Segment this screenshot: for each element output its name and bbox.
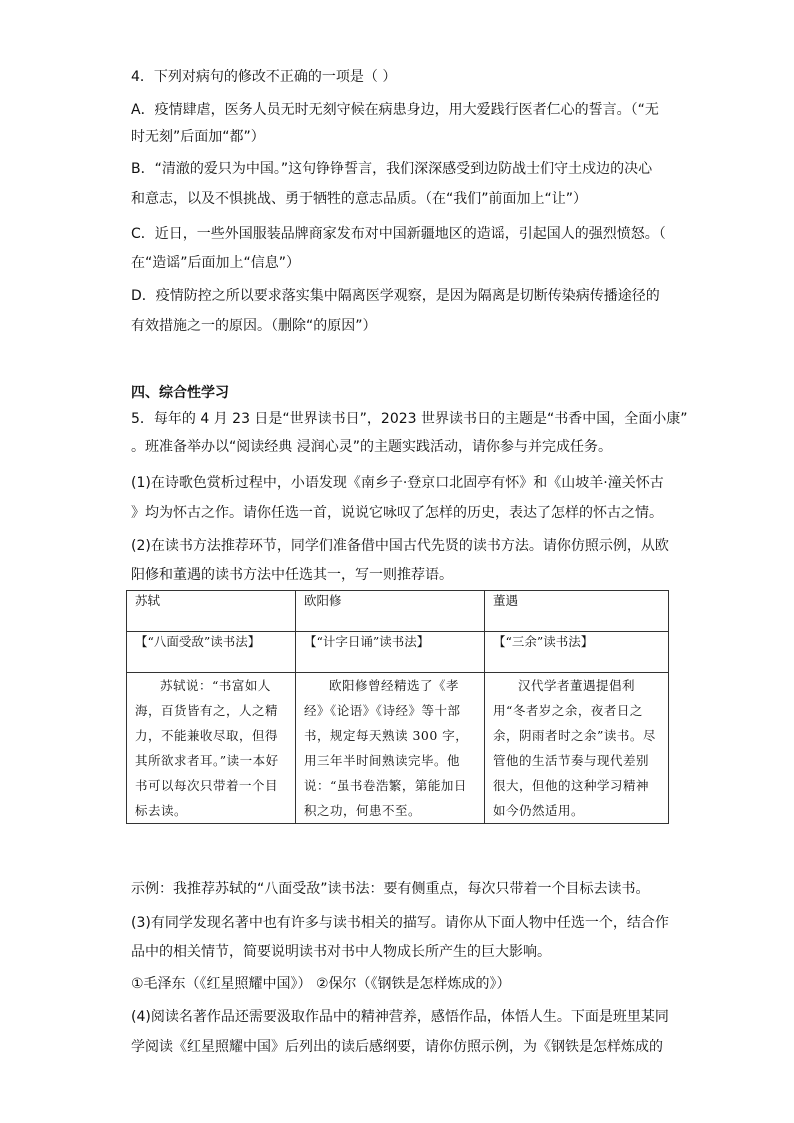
q5-part2-line2: 阳修和董遇的读书方法中任选其一，写一则推荐语。 xyxy=(131,567,453,583)
method-cell-ouyang-xiu: 【“计字日诵”读书法】 xyxy=(296,632,485,673)
q5-part1-line1: (1)在诗歌色赏析过程中，小语发现《南乡子·登京口北固亭有怀》和《山坡羊·潼关怀古 xyxy=(131,475,664,491)
table-row xyxy=(127,673,669,824)
q4-option-b-line2: 和意志，以及不惧挑战、勇于牺牲的意志品质。（在“我们”前面加上“让”） xyxy=(131,191,588,207)
q5-part1-line2: 》均为怀古之作。请你任选一首，说说它咏叹了怎样的历史，表达了怎样的怀古之情。 xyxy=(131,505,663,521)
example-line: 示例：我推荐苏轼的“八面受敌”读书法：要有侧重点，每次只带着一个目标去读书。 xyxy=(131,881,650,897)
text-dong-yu: 汉代学者董遇提倡利用“冬者岁之余，夜者日之余，阴雨者时之余”读书。尽管他的生活节奏与现代差别很大，但他的这种学习精神如今仍然适用。 xyxy=(493,678,656,818)
q4-option-b-line1: B．“清澈的爱只为中国。”这句铮铮誓言，我们深深感受到边防战士们守土戍边的决心 xyxy=(131,161,653,177)
q4-option-d-line2: 有效措施之一的原因。（删除“的原因”） xyxy=(131,318,377,334)
q5-part4-line2: 学阅读《红星照耀中国》后列出的读后感纲要，请你仿照示例，为《钢铁是怎样炼成的 xyxy=(131,1039,663,1055)
q5-part2-line1: (2)在读书方法推荐环节，同学们准备借中国古代先贤的读书方法。请你仿照示例，从欧 xyxy=(131,538,669,554)
section-title: 四、综合性学习 xyxy=(131,385,229,401)
text-cell-su-shi xyxy=(127,673,296,824)
name-cell-dong-yu: 董遇 xyxy=(485,591,669,632)
q4-option-a-line1: A．疫情肆虐，医务人员无时无刻守候在病患身边，用大爱践行医者仁心的誓言。（“无 xyxy=(131,102,659,118)
name-cell-ouyang-xiu: 欧阳修 xyxy=(296,591,485,632)
name-cell-su-shi: 苏轼 xyxy=(127,591,296,632)
q4-option-a-line2: 时无刻”后面加“都”） xyxy=(131,129,265,145)
table-row xyxy=(127,591,669,632)
text-cell-dong-yu xyxy=(485,673,669,824)
q5-part3-line1: (3)有同学发现名著中也有许多与读书相关的描写。请你从下面人物中任选一个，结合作 xyxy=(131,915,669,931)
q5-stem-line2: 。班准备举办以“阅读经典 浸润心灵”的主题实践活动，请你参与并完成任务。 xyxy=(131,439,612,455)
q5-part4-line1: (4)阅读名著作品还需要汲取作品中的精神营养，感悟作品，体悟人生。下面是班里某同 xyxy=(131,1009,669,1025)
method-cell-dong-yu: 【“三余”读书法】 xyxy=(485,632,669,673)
method-cell-su-shi: 【“八面受敌”读书法】 xyxy=(127,632,296,673)
text-cell-ouyang-xiu xyxy=(296,673,485,824)
q4-stem: 4．下列对病句的修改不正确的一项是（ ） xyxy=(131,69,397,85)
q4-option-c-line2: 在“造谣”后面加上“信息”） xyxy=(131,255,301,271)
reading-methods-table xyxy=(126,590,669,824)
q4-option-c-line1: C．近日，一些外国服装品牌商家发布对中国新疆地区的造谣，引起国人的强烈愤怒。（ xyxy=(131,226,666,242)
q4-option-d-line1: D．疫情防控之所以要求落实集中隔离医学观察，是因为隔离是切断传染病传播途径的 xyxy=(131,288,660,304)
table-row xyxy=(127,632,669,673)
text-ouyang-xiu: 欧阳修曾经精选了《孝经》《论语》《诗经》等十部书，规定每天熟读 300 字，用三年半时间熟读完毕。他说：“虽书卷浩繁，第能加日积之功，何患不至。 xyxy=(304,678,469,818)
q5-part3-line2: 品中的相关情节，简要说明读书对书中人物成长所产生的巨大影响。 xyxy=(131,944,551,960)
text-su-shi: 苏轼说：“书富如人海，百货皆有之，人之精力，不能兼收尽取，但得其所欲求者耳。”读一本好书可以每次只带着一个目标去读。 xyxy=(135,678,279,818)
q5-stem-line1: 5．每年的 4 月 23 日是“世界读书日”，2023 世界读书日的主题是“书香中国，全面小康” xyxy=(131,411,688,427)
q5-part3-options: ①毛泽东（《红星照耀中国》） ②保尔（《钢铁是怎样炼成的》） xyxy=(131,976,511,992)
